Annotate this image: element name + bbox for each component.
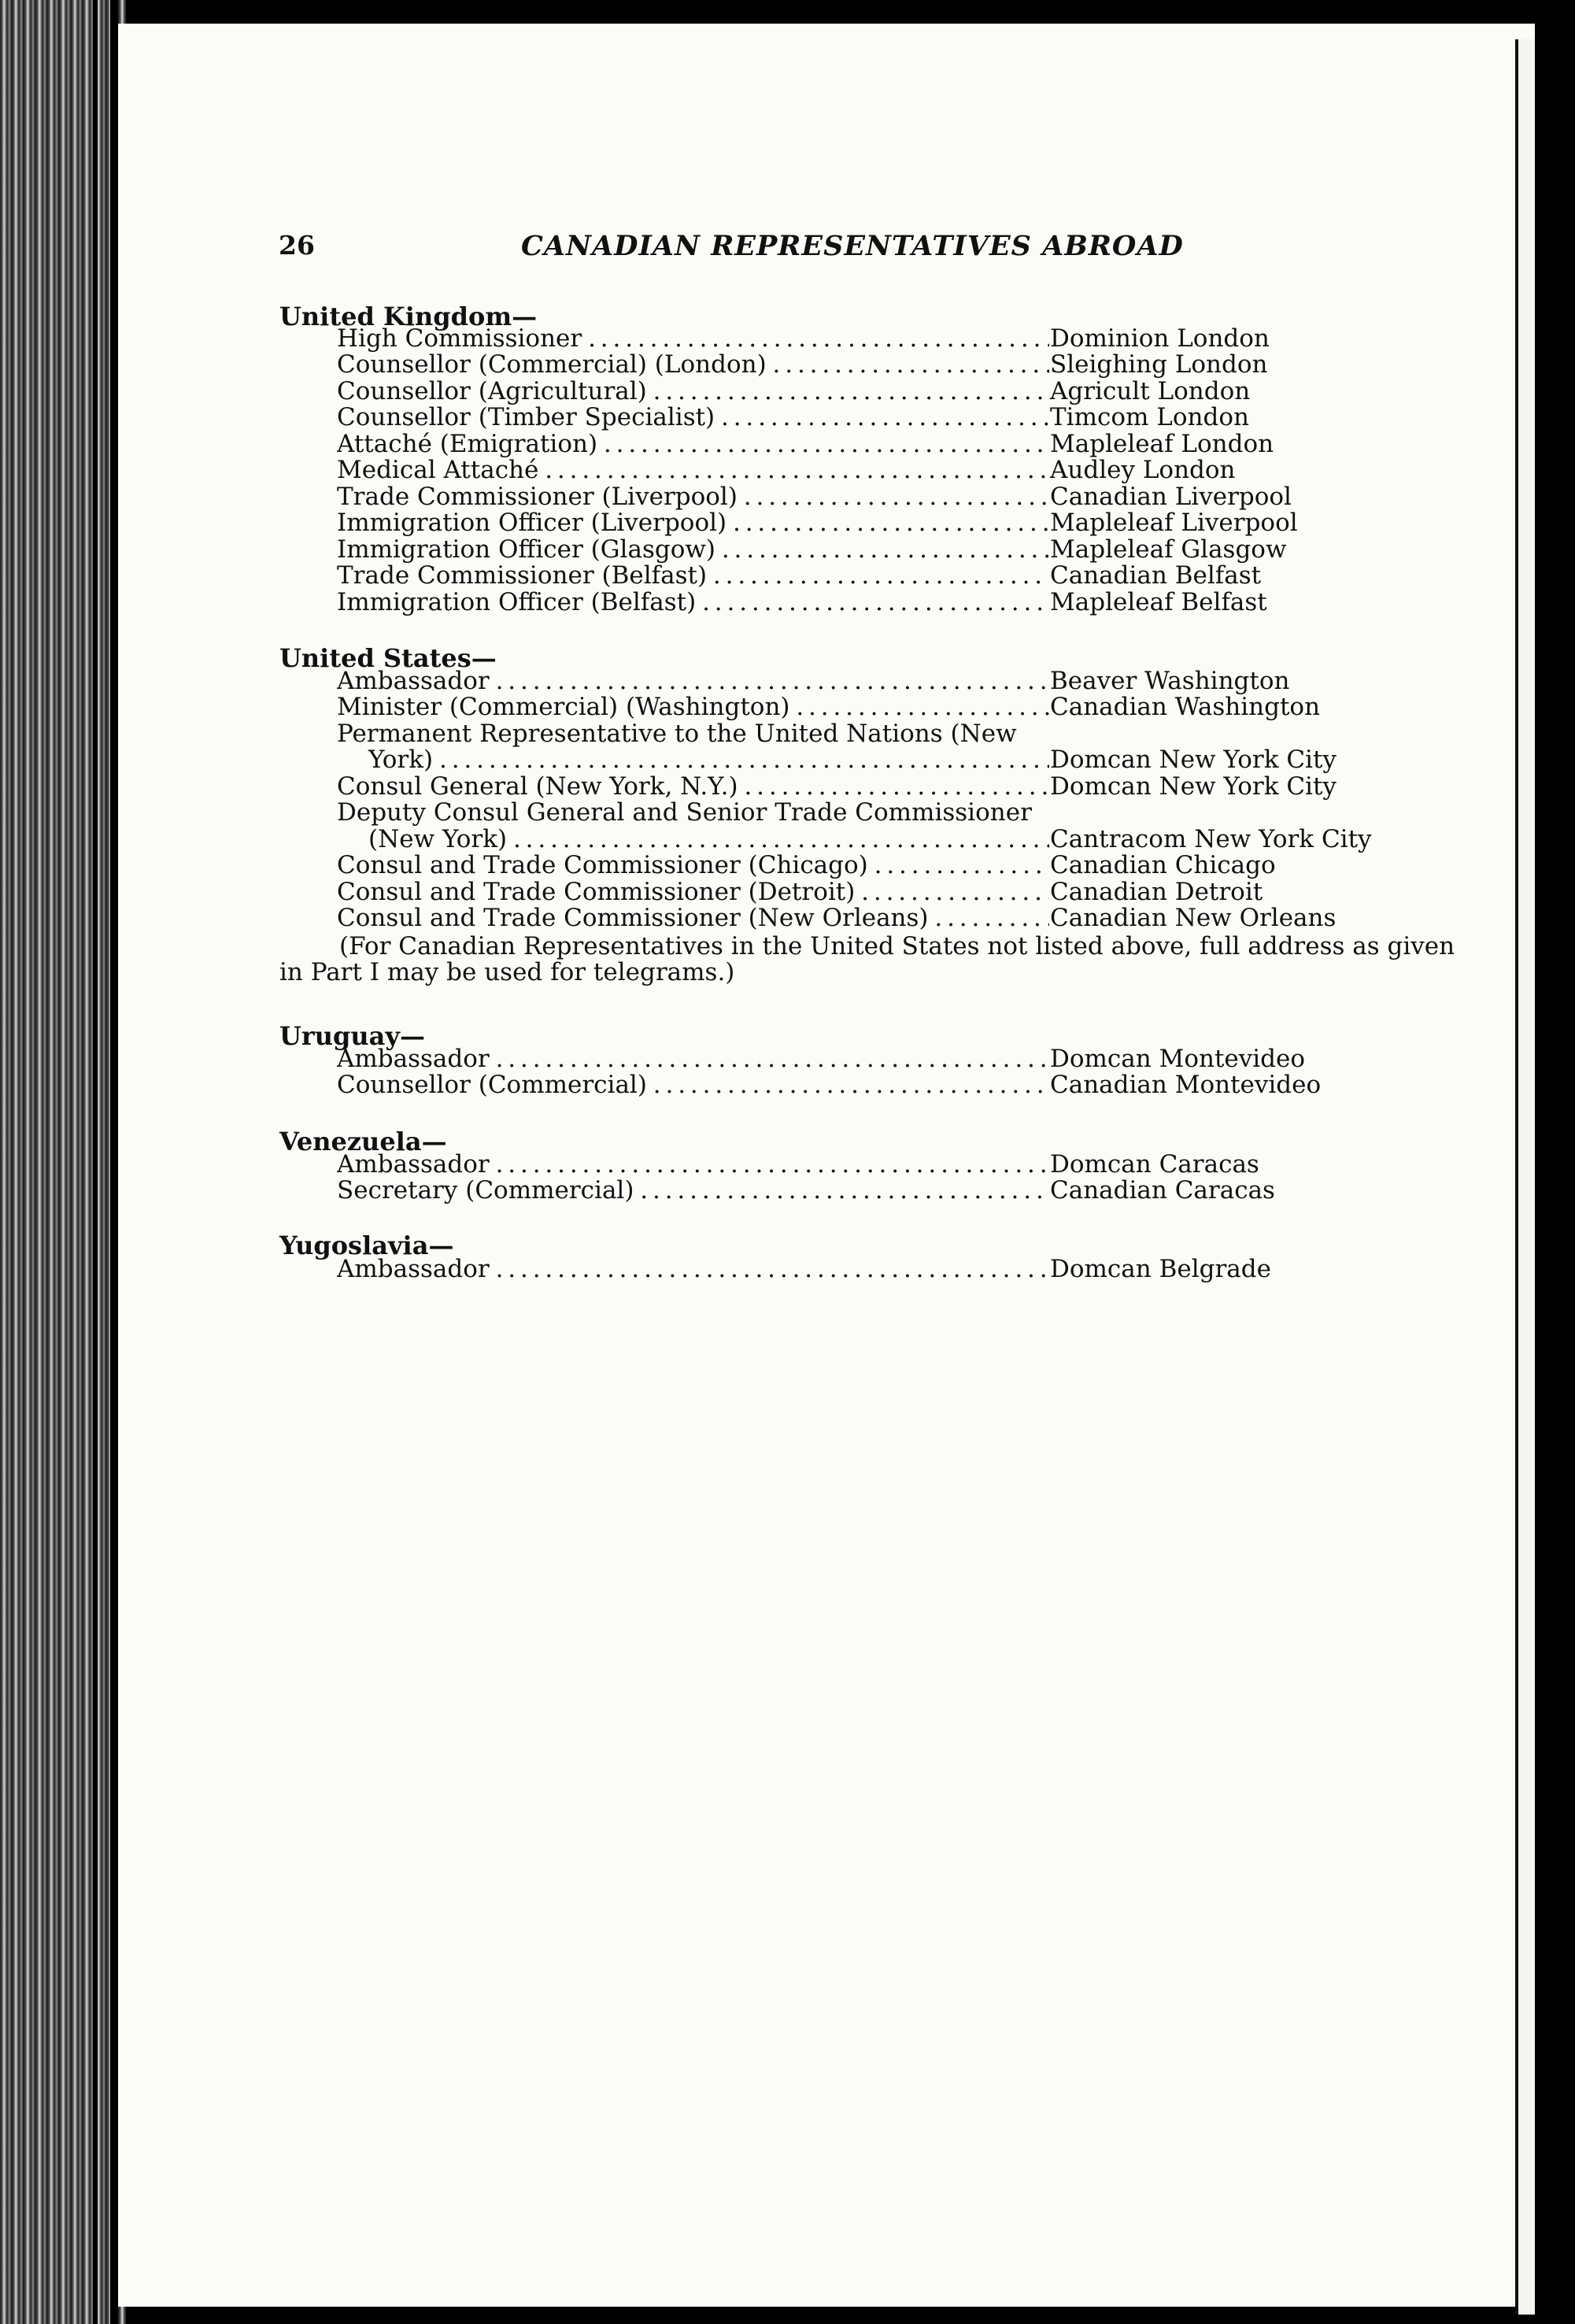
telegraphic-address: Canadian Washington <box>1050 693 1321 721</box>
entry-title: Counsellor (Commercial) (London) . . . <box>337 352 1049 378</box>
telegraphic-address: Audley London <box>1050 456 1236 484</box>
entry-row <box>337 1046 1313 1072</box>
entry-title: Counsellor (Agricultural) . . . <box>337 379 1049 405</box>
telegraphic-address: Mapleleaf London <box>1050 430 1274 458</box>
telegraphic-address: Beaver Washington <box>1050 667 1290 695</box>
entry-row <box>337 431 1313 457</box>
entry-title: Immigration Officer (Glasgow) . . . <box>337 537 1049 563</box>
section-title-yugoslavia: Yugoslavia— <box>279 1230 454 1260</box>
entry-title: Trade Commissioner (Liverpool) . . . <box>337 484 1049 510</box>
entry-title-line: Deputy Consul General and Senior Trade Commissioner <box>337 798 1032 827</box>
entry-title: Counsellor (Timber Specialist) . . . <box>337 405 1049 431</box>
entry-title: Consul General (New York, N.Y.) . . . <box>337 774 1049 800</box>
page-header <box>279 230 1507 269</box>
section-title-united-states: United States— <box>279 643 497 673</box>
section-title-united-kingdom: United Kingdom— <box>279 302 538 331</box>
telegraphic-address: Mapleleaf Liverpool <box>1050 509 1298 537</box>
telegraphic-address: Domcan Belgrade <box>1050 1255 1271 1283</box>
section-title-venezuela: Venezuela— <box>279 1127 447 1156</box>
entry-row <box>337 1256 1313 1282</box>
telegraphic-address: Domcan New York City <box>1050 746 1337 774</box>
entry-row <box>337 563 1313 589</box>
entry-row <box>337 537 1313 563</box>
running-title: CANADIAN REPRESENTATIVES ABROAD <box>521 230 1184 262</box>
entry-row <box>337 1152 1313 1178</box>
entry-row <box>337 693 1321 721</box>
telegraphic-address: Cantracom New York City <box>1050 825 1372 853</box>
telegraphic-address: Canadian Belfast <box>1050 561 1262 590</box>
entry-row <box>337 326 1313 352</box>
entry-title: Trade Commissioner (Belfast) . . . <box>337 563 1049 589</box>
entry-title: York) . . . <box>337 747 1049 773</box>
entry-title: Counsellor (Commercial) . . . <box>337 1072 1049 1098</box>
entry-row <box>337 590 1313 616</box>
entry-row <box>337 825 1372 853</box>
entry-title: Ambassador . . . <box>337 1046 1049 1072</box>
telegraphic-address: Timcom London <box>1050 403 1249 431</box>
entry-row <box>337 853 1313 879</box>
entry-title: Ambassador . . . <box>337 1152 1049 1178</box>
entry-title: Minister (Commercial) (Washington) . . . <box>337 694 1049 720</box>
entry-row <box>337 668 1313 694</box>
entry-row <box>337 746 1337 774</box>
telegraphic-address: Domcan Montevideo <box>1050 1045 1306 1073</box>
entry-title: Ambassador . . . <box>337 1256 1049 1282</box>
section-title-uruguay: Uruguay— <box>279 1021 425 1051</box>
entry-row <box>337 510 1313 536</box>
entry-row <box>337 1178 1313 1204</box>
entry-title: Consul and Trade Commissioner (New Orleans) . . . <box>337 905 1049 931</box>
telegraphic-address: Dominion London <box>1050 324 1270 353</box>
entry-row <box>337 772 1337 801</box>
telegraphic-address: Canadian Montevideo <box>1050 1071 1322 1099</box>
entry-title: Ambassador . . . <box>337 668 1049 694</box>
telegraphic-address: Canadian Chicago <box>1050 851 1276 879</box>
entry-title: Consul and Trade Commissioner (Chicago) . . . <box>337 853 1049 879</box>
entry-row <box>337 405 1313 431</box>
entry-title: Attaché (Emigration) . . . <box>337 431 1049 457</box>
telegraphic-address: Canadian Detroit <box>1050 878 1263 906</box>
entry-title: Medical Attaché . . . <box>337 457 1049 483</box>
telegraphic-address: Canadian New Orleans <box>1050 904 1337 932</box>
entry-title: High Commissioner . . . <box>337 326 1049 352</box>
telegraphic-address: Canadian Caracas <box>1050 1176 1275 1205</box>
entry-row <box>337 457 1313 483</box>
entry-row <box>337 1071 1322 1099</box>
telegraphic-address: Mapleleaf Belfast <box>1050 588 1267 616</box>
entry-row <box>337 484 1313 510</box>
entry-row <box>337 904 1337 932</box>
telegraphic-address: Agricult London <box>1050 377 1251 405</box>
entry-title: (New York) . . . <box>337 827 1049 853</box>
telegraphic-address: Domcan Caracas <box>1050 1150 1259 1179</box>
telegraphic-address: Canadian Liverpool <box>1050 483 1292 511</box>
telegraphic-address: Sleighing London <box>1050 350 1268 379</box>
entry-title-line: Permanent Representative to the United Nations (New <box>337 720 1017 748</box>
entry-title: Immigration Officer (Belfast) . . . <box>337 590 1049 616</box>
entry-title: Immigration Officer (Liverpool) . . . <box>337 510 1049 536</box>
note-line: in Part I may be used for telegrams.) <box>279 958 735 986</box>
entry-title: Consul and Trade Commissioner (Detroit) . . . <box>337 879 1049 905</box>
telegraphic-address: Domcan New York City <box>1050 772 1337 801</box>
entry-row <box>337 879 1313 905</box>
telegraphic-address: Mapleleaf Glasgow <box>1050 535 1287 564</box>
entry-row <box>337 352 1313 378</box>
note-line: (For Canadian Representatives in the United States not listed above, full address as given <box>339 932 1455 960</box>
page-number: 26 <box>279 230 315 261</box>
entry-title: Secretary (Commercial) . . . <box>337 1178 1049 1204</box>
entry-row <box>337 379 1313 405</box>
